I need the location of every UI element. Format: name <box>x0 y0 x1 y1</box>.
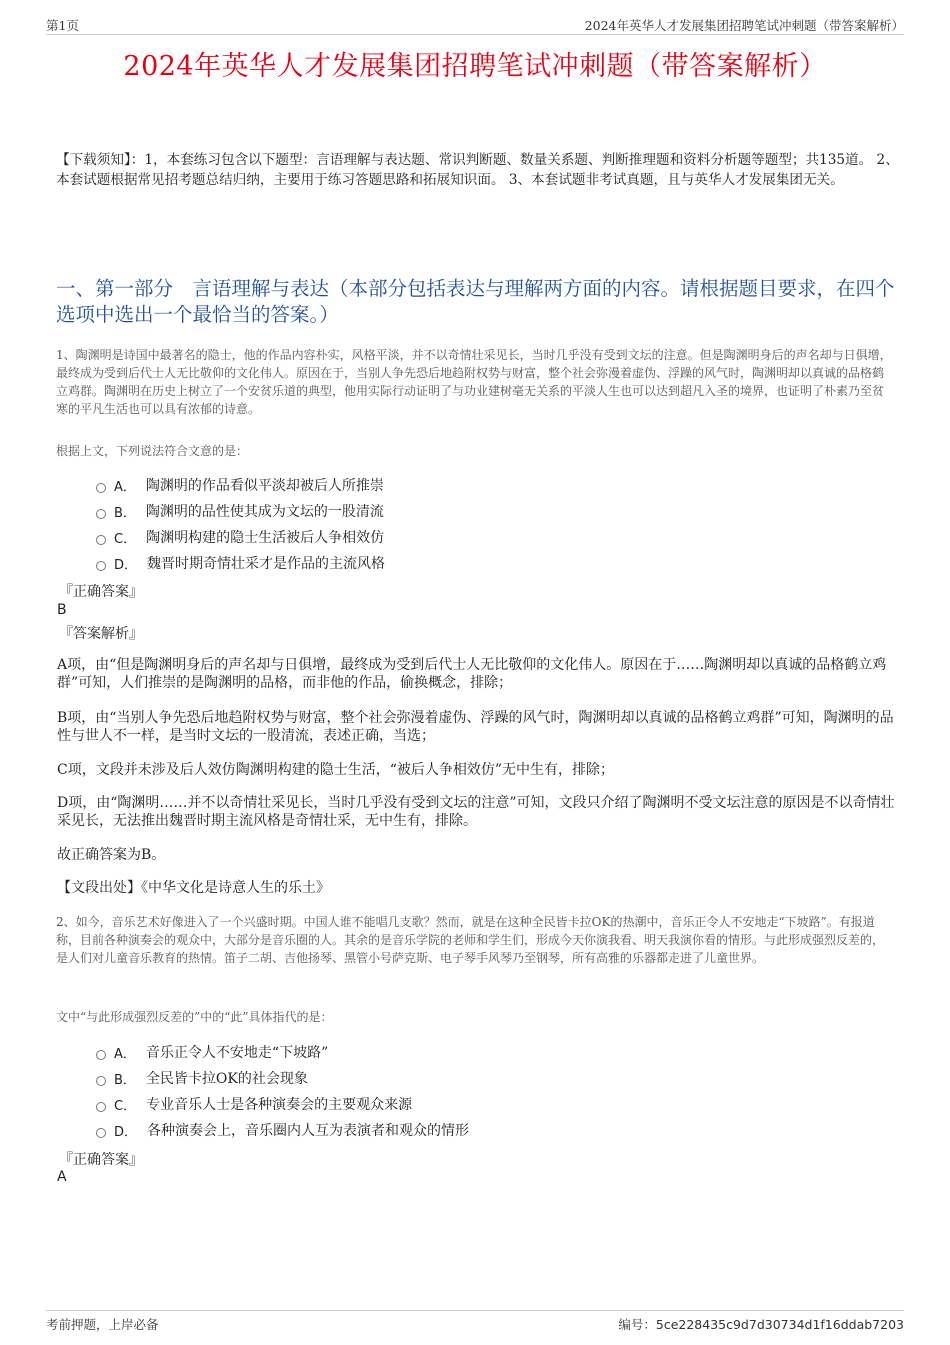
radio-icon[interactable] <box>96 1050 106 1060</box>
q1-analysis-b: B项，由“当别人争先恐后地趋附权势与财富，整个社会弥漫着虚伪、浮躁的风气时，陶渊明却以真诚的品格鹤立鸡群”可知，陶渊明的品性与世人不一样，是当时文坛的一股清流，表述正确，当选； <box>57 710 894 744</box>
q1-source: 【文段出处】《中华文化是诗意人生的乐土》 <box>57 880 330 896</box>
q2-option-b[interactable]: B． 全民皆卡拉OK的社会现象 <box>96 1065 469 1091</box>
q1-options <box>96 472 385 576</box>
q1-answer: B <box>57 602 67 618</box>
q1-analysis-c: C项，文段并未涉及后人效仿陶渊明构建的隐士生活，“被后人争相效仿”无中生有，排除； <box>57 762 615 778</box>
q1-analysis-label: 『答案解析』 <box>59 626 143 642</box>
radio-icon[interactable] <box>96 1076 106 1086</box>
page-header <box>46 14 904 35</box>
radio-icon[interactable] <box>96 1102 106 1112</box>
q2-options <box>96 1039 469 1143</box>
q1-conclusion: 故正确答案为B。 <box>57 847 166 863</box>
q1-passage: 1、陶渊明是诗国中最著名的隐士，他的作品内容朴实，风格平淡，并不以奇情壮采见长，当时几乎没有受到文坛的注意。但是陶渊明身后的声名却与日俱增，最终成为受到后代士人无比敬仰的文化伟人。原因在于，当别人争先恐后地趋附权势与财富，整个社会弥漫着虚伪、浮躁的风气时，陶渊明却以真诚的品格鹤立鸡群。陶渊明在历史上树立了一个安贫乐道的典型，他用实际行动证明了与功业建树毫无关系的平淡人生也可以达到超凡入圣的境界，也证明了朴素乃至贫寒的平凡生活也可以具有浓郁的诗意。 <box>56 348 892 416</box>
q1-option-d[interactable]: D． 魏晋时期奇情壮采才是作品的主流风格 <box>96 550 385 576</box>
radio-icon[interactable] <box>96 535 106 545</box>
page-footer <box>46 1310 904 1335</box>
q1-option-c[interactable]: C． 陶渊明构建的隐士生活被后人争相效仿 <box>96 524 385 550</box>
page-number: 第1页 <box>46 18 79 33</box>
radio-icon[interactable] <box>96 509 106 519</box>
q1-option-b[interactable]: B． 陶渊明的品性使其成为文坛的一股清流 <box>96 498 385 524</box>
q2-passage: 2、如今，音乐艺术好像进入了一个兴盛时期。中国人谁不能唱几支歌？然而，就是在这种全民皆卡拉OK的热潮中，音乐正令人不安地走“下坡路”。有报道称，目前各种演奏会的观众中，大部分是音乐圈的人。其余的是音乐学院的老师和学生们，形成今天你演我看、明天我演你看的情形。与此形成强烈反差的，是人们对儿童音乐教育的热情。笛子二胡、吉他扬琴、黑管小号萨克斯、电子琴手风琴乃至钢琴，所有高雅的乐器都走进了儿童世界。 <box>56 915 885 965</box>
radio-icon[interactable] <box>96 483 106 493</box>
document-title: 2024年英华人才发展集团招聘笔试冲刺题（带答案解析） <box>123 51 827 82</box>
q1-analysis-a: A项，由“但是陶渊明身后的声名却与日俱增，最终成为受到后代士人无比敬仰的文化伟人。原因在于……陶渊明却以真诚的品格鹤立鸡群”可知，人们推崇的是陶渊明的品格，而非他的作品，偷换概念，排除； <box>57 657 887 691</box>
header-doc-title: 2024年英华人才发展集团招聘笔试冲刺题（带答案解析） <box>584 18 904 33</box>
q1-analysis-d: D项，由“陶渊明……并不以奇情壮采见长，当时几乎没有受到文坛的注意”可知，文段只介绍了陶渊明不受文坛注意的原因是不以奇情壮采见长，无法推出魏晋时期主流风格是奇情壮采，无中生有，排除。 <box>57 795 895 829</box>
footer-doc-id: 编号：5ce228435c9d7d30734d1f16ddab7203 <box>618 1317 904 1332</box>
q2-option-d[interactable]: D． 各种演奏会上，音乐圈内人互为表演者和观众的情形 <box>96 1117 469 1143</box>
radio-icon[interactable] <box>96 561 106 571</box>
q1-option-a[interactable]: A． 陶渊明的作品看似平淡却被后人所推崇 <box>96 472 385 498</box>
radio-icon[interactable] <box>96 1128 106 1138</box>
q1-prompt: 根据上文，下列说法符合文意的是： <box>56 444 249 458</box>
q2-answer-label: 『正确答案』 <box>59 1152 143 1168</box>
q2-option-c[interactable]: C． 专业音乐人士是各种演奏会的主要观众来源 <box>96 1091 469 1117</box>
section-title: 一、第一部分 言语理解与表达（本部分包括表达与理解两方面的内容。请根据题目要求，在四个选项中选出一个最恰当的答案。） <box>56 277 895 326</box>
q2-prompt: 文中“与此形成强烈反差的”中的“此”具体指代的是： <box>56 1010 333 1024</box>
q2-answer: A <box>57 1169 67 1185</box>
footer-slogan: 考前押题，上岸必备 <box>46 1317 159 1332</box>
q2-option-a[interactable]: A． 音乐正令人不安地走“下坡路” <box>96 1039 469 1065</box>
q1-answer-label: 『正确答案』 <box>59 584 143 600</box>
download-notice: 【下载须知】：1，本套练习包含以下题型：言语理解与表达题、常识判断题、数量关系题、判断推理题和资料分析题等题型；共135道。 2、本套试题根据常见招考题总结归纳，主要用于练习答题思路和拓展知识面。 3、本套试题非考试真题，且与英华人才发展集团无关。 <box>56 152 899 188</box>
